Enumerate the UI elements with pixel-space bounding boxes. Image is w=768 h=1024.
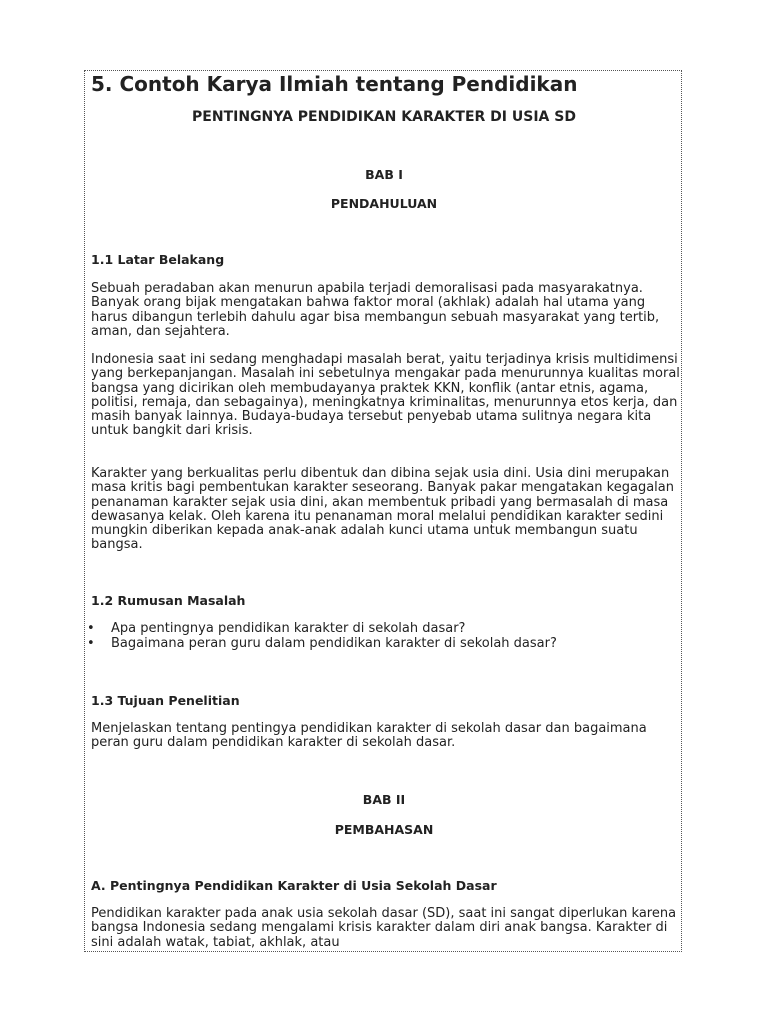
latar-belakang-paragraph-1: Sebuah peradaban akan menurun apabila terjadi demoralisasi pada masyarakatnya. Banyak orang bijak mengatakan bahwa faktor moral (akhlak) adalah hal utama yang harus dibangun terlebih dahulu agar bisa membangun sebuah masyarakat yang tertib, aman, dan sejahtera. [91,281,660,339]
list-item [85,636,675,651]
list-item [85,621,675,636]
bab1-name: PENDAHULUAN [330,196,438,211]
latar-belakang-paragraph-3: Karakter yang berkualitas perlu dibentuk dan dibina sejak usia dini. Usia dini merupakan masa kritis bagi pembentukan karakter seseorang. Banyak pakar mengatakan kegagalan penanaman karakter sejak usia dini, akan membentuk pribadi yang bermasalah di masa dewasanya kelak. Oleh karena itu penanaman moral melalui pendidikan karakter sedini mungkin diberikan kepada anak-anak adalah kunci utama untuk membangun suatu bangsa. [91,466,674,553]
list-item-text: Apa pentingnya pendidikan karakter di sekolah dasar? [111,621,466,636]
tujuan-penelitian-paragraph: Menjelaskan tentang pentingya pendidikan karakter di sekolah dasar dan bagaimana peran guru dalam pendidikan karakter di sekolah dasar. [91,721,647,751]
latar-belakang-paragraph-2: Indonesia saat ini sedang menghadapi masalah berat, yaitu terjadinya krisis multidimensi yang berkepanjangan. Masalah ini sebetulnya mengakar pada menurunnya kualitas moral bangsa yang dicirikan oleh membudayanya praktek KKN, konflik (antar etnis, agama, politisi, remaja, dan sebagainya), meningkatnya kriminalitas, menurunnya etos kerja, dan masih banyak lainnya. Budaya-budaya tersebut penyebab utama sulitnya negara kita untuk bangkit dari krisis. [91,352,680,439]
bullet-icon: • [87,636,95,651]
section-1-2-heading: 1.2 Rumusan Masalah [91,593,246,608]
section-a-paragraph: Pendidikan karakter pada anak usia sekolah dasar (SD), saat ini sangat diperlukan karena bangsa Indonesia sedang mengalami krisis karakter dalam diri anak bangsa. Karakter di sini adalah watak, tabiat, akhlak, atau [91,906,677,950]
bab2-label: BAB II [362,792,406,807]
list-item-text: Bagaimana peran guru dalam pendidikan karakter di sekolah dasar? [111,636,557,651]
document-page [84,70,682,952]
bullet-icon: • [87,621,95,636]
paper-title: PENTINGNYA PENDIDIKAN KARAKTER DI USIA SD [192,109,576,125]
section-1-3-heading: 1.3 Tujuan Penelitian [91,693,240,708]
document-heading: 5. Contoh Karya Ilmiah tentang Pendidikan [91,72,578,96]
section-a-heading: A. Pentingnya Pendidikan Karakter di Usia Sekolah Dasar [91,878,497,893]
section-1-1-heading: 1.1 Latar Belakang [91,252,225,267]
bab2-name: PEMBAHASAN [334,822,434,837]
rumusan-masalah-list [85,621,675,651]
bab1-label: BAB I [365,167,403,182]
